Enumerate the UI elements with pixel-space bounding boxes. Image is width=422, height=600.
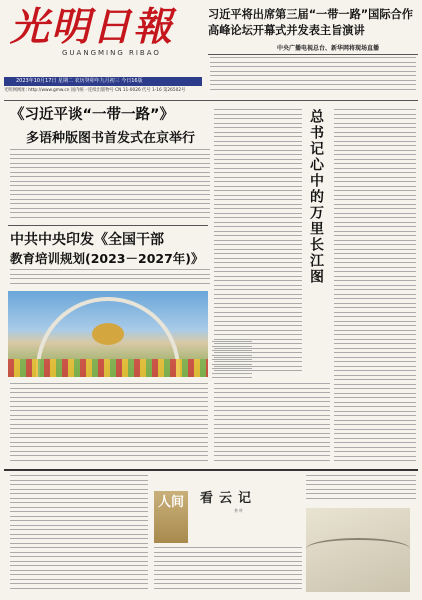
right-column-body xyxy=(334,109,416,465)
top-story-headline: 习近平将出席第三届“一带一路”国际合作高峰论坛开幕式并发表主旨演讲 xyxy=(208,8,413,37)
masthead xyxy=(4,3,202,67)
divider xyxy=(8,225,208,226)
info-bar: 光明网网址: http://www.gmw.cn 国内统一连续出版物号 CN 11-0026 代号 1-16 第26502号 xyxy=(4,88,186,93)
top-story-body xyxy=(210,57,416,97)
essay-author: 茶 叶 xyxy=(234,508,244,513)
divider xyxy=(4,100,418,101)
divider xyxy=(208,54,418,55)
essay-illustration xyxy=(306,508,410,592)
vertical-headline: 总书记心中的万里长江图 xyxy=(308,109,324,285)
essay-center-body xyxy=(154,547,302,593)
book-story-body xyxy=(10,149,210,223)
news-photo xyxy=(8,291,208,377)
book-story-headline-1: 《习近平谈“一带一路”》 xyxy=(10,107,175,123)
plan-story-body xyxy=(10,269,210,289)
lower-middle-body xyxy=(214,383,330,465)
masthead-pinyin: GUANGMING RIBAO xyxy=(62,49,161,57)
middle-column-body xyxy=(214,109,302,377)
date-bar: 2023年10月17日 星期二 农历癸卯年九月初三 今日16版 xyxy=(4,77,202,86)
plan-story-headline-2: 教育培训规划(2023－2027年)》 xyxy=(10,251,204,266)
essay-right-body xyxy=(306,475,416,505)
left-lower-body xyxy=(10,383,208,465)
book-story-headline-2: 多语种版图书首发式在京举行 xyxy=(26,131,196,146)
masthead-title: 光明日報 xyxy=(10,4,175,50)
top-story-source: 中央广播电视总台、新华网将现场直播 xyxy=(276,45,379,52)
section-divider xyxy=(4,469,418,471)
newspaper-page xyxy=(4,3,418,597)
essay-left-body xyxy=(10,475,148,593)
plan-story-headline-1: 中共中央印发《全国干部 xyxy=(10,232,164,248)
essay-title: 看云记 xyxy=(200,491,258,506)
column-logo: 人间 xyxy=(154,491,188,543)
